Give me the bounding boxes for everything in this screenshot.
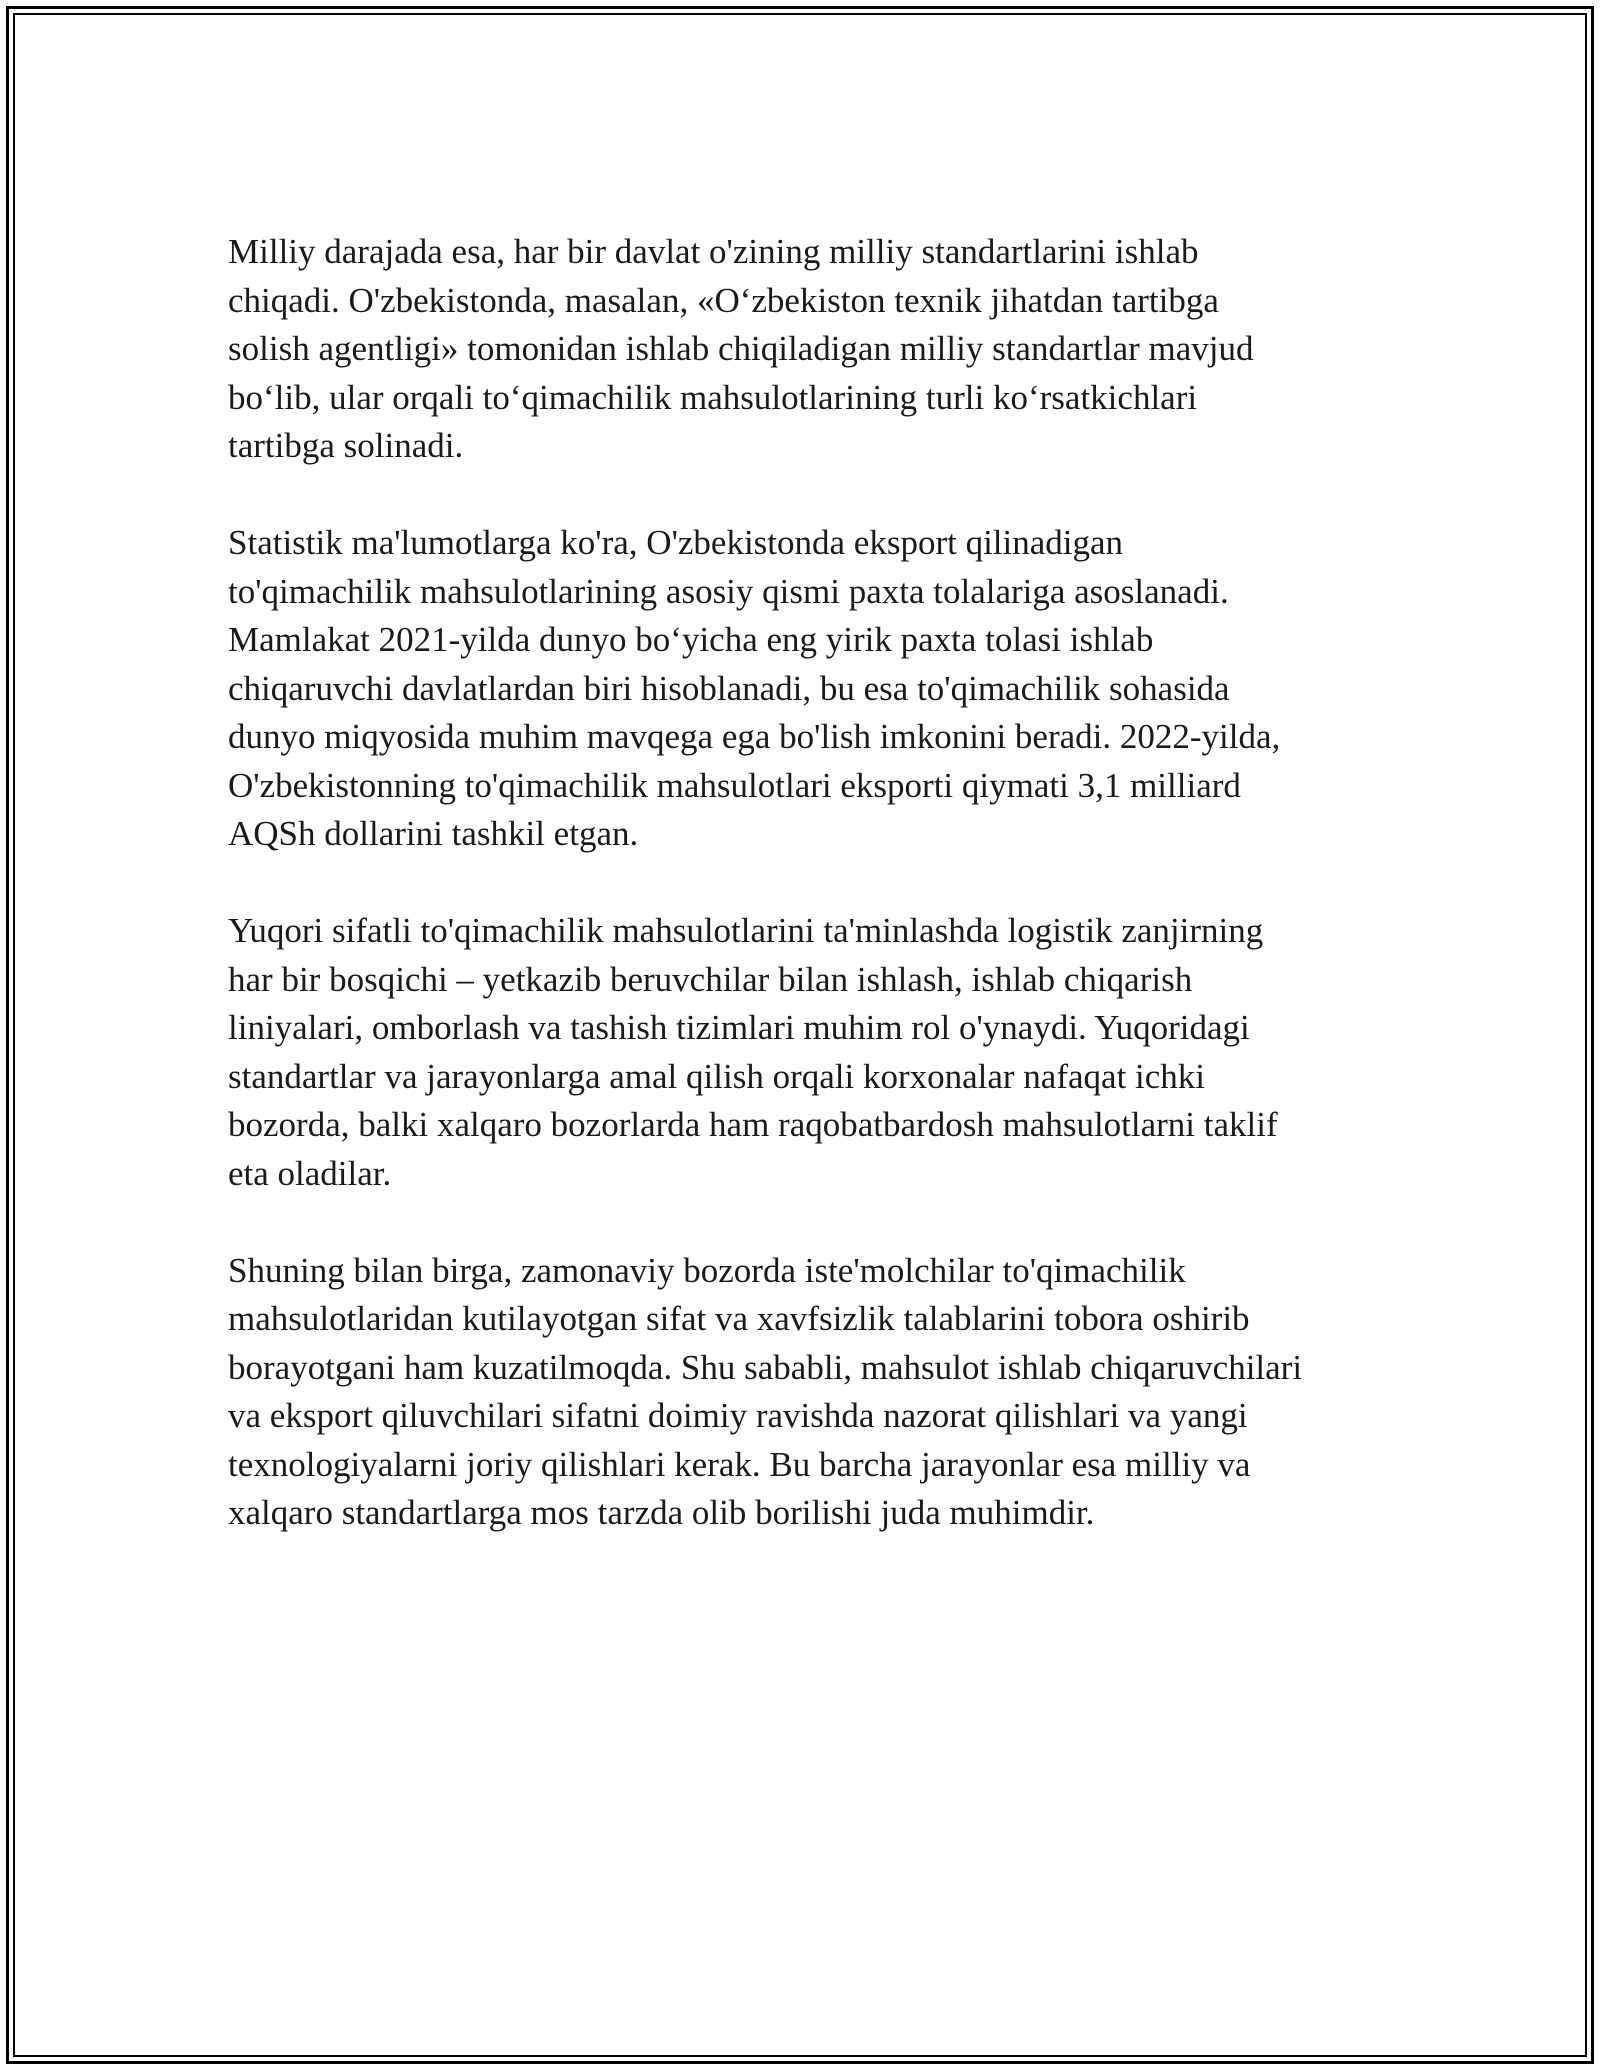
paragraph-logistics-chain: Yuqori sifatli to'qimachilik mahsulotlarini ta'minlashda logistik zanjirning har bir bosqichi – yetkazib beruvchilar bilan ishlash, ishlab chiqarish liniyalari, omborlash va tashish tizimlari muhim rol o'ynaydi. Yuqoridagi standartlar va jarayonlarga amal qilish orqali korxonalar nafaqat ichki bozorda, balki xalqaro bozorlarda ham raqobatbardosh mahsulotlarni taklif eta oladilar. [228, 911, 1278, 1193]
paragraph-national-standards: Milliy darajada esa, har bir davlat o'zining milliy standartlarini ishlab chiqadi. O'zbekistonda, masalan, «O‘zbekiston texnik jihatdan tartibga solish agentligi» tomonidan ishlab chiqiladigan milliy standartlar mavjud bo‘lib, ular orqali to‘qimachilik mahsulotlarining turli ko‘rsatkichlari tartibga solinadi. [228, 232, 1254, 465]
paragraph-export-statistics: Statistik ma'lumotlarga ko'ra, O'zbekistonda eksport qilinadigan to'qimachilik mahsulotlarining asosiy qismi paxta tolalariga asoslanadi. Mamlakat 2021-yilda dunyo bo‘yicha eng yirik paxta tolasi ishlab chiqaruvchi davlatlardan biri hisoblanadi, bu esa to'qimachilik sohasida dunyo miqyosida muhim mavqega ega bo'lish imkonini beradi. 2022-yilda, O'zbekistonning to'qimachilik mahsulotlari eksporti qiymati 3,1 milliard AQSh dollarini tashkil etgan. [228, 523, 1281, 853]
paragraph-consumer-requirements: Shuning bilan birga, zamonaviy bozorda iste'molchilar to'qimachilik mahsulotlaridan kutilayotgan sifat va xavfsizlik talablarini tobora oshirib borayotgani ham kuzatilmoqda. Shu sababli, mahsulot ishlab chiqaruvchilari va eksport qiluvchilari sifatni doimiy ravishda nazorat qilishlari va yangi texnologiyalarni joriy qilishlari kerak. Bu barcha jarayonlar esa milliy va xalqaro standartlarga mos tarzda olib borilishi juda muhimdir. [228, 1250, 1303, 1532]
document-body [228, 228, 1393, 1586]
